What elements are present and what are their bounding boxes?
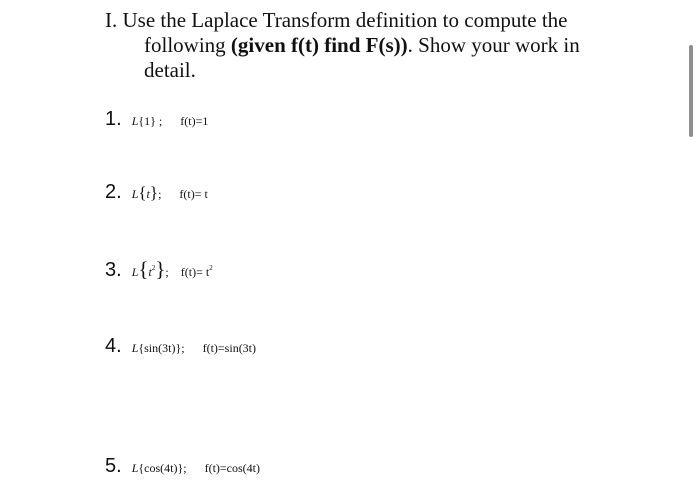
laplace-argument: cos(4t) — [144, 461, 178, 475]
laplace-symbol: L — [131, 114, 139, 128]
function-definition: f(t)=1 — [180, 114, 209, 128]
separator: ; — [183, 461, 187, 475]
laplace-argument: sin(3t) — [144, 341, 176, 355]
close-brace: } — [177, 461, 184, 475]
heading-line-2-post: . Show your work in — [407, 33, 580, 57]
close-brace: } — [155, 257, 166, 281]
function-text: f(t)= t — [180, 265, 210, 279]
problem-item-5 — [105, 455, 260, 481]
open-brace: { — [138, 461, 145, 475]
separator: ; — [158, 187, 162, 201]
problem-number: 2. — [105, 181, 122, 203]
function-definition: f(t)=cos(4t) — [204, 461, 260, 475]
laplace-symbol: L — [131, 265, 139, 279]
separator: ; — [155, 114, 163, 128]
heading-line-1: I. Use the Laplace Transform definition to compute the — [105, 8, 568, 32]
open-brace: { — [138, 341, 145, 355]
function-definition — [181, 265, 213, 279]
function-exponent: 2 — [209, 264, 213, 272]
problem-item-3 — [105, 257, 213, 283]
separator: ; — [165, 265, 169, 279]
laplace-expression — [132, 114, 163, 128]
problem-heading — [105, 8, 585, 83]
heading-line-2-bold: (given f(t) find F(s)) — [230, 33, 408, 57]
close-brace: } — [149, 183, 159, 202]
close-brace: } — [175, 341, 182, 355]
heading-line-3: detail. — [144, 58, 196, 82]
function-definition: f(t)= t — [179, 187, 208, 201]
problem-number: 1. — [105, 108, 122, 130]
laplace-symbol: L — [131, 341, 139, 355]
laplace-argument: t — [148, 265, 152, 279]
problem-number: 4. — [105, 335, 122, 357]
laplace-expression — [132, 461, 187, 475]
laplace-expression — [131, 257, 169, 281]
separator: ; — [181, 341, 185, 355]
close-brace: } — [150, 114, 156, 128]
function-definition: f(t)=sin(3t) — [202, 341, 257, 355]
open-brace: { — [138, 114, 145, 128]
laplace-symbol: L — [131, 187, 139, 201]
laplace-argument: t — [146, 187, 150, 201]
open-brace: { — [138, 183, 147, 202]
open-brace: { — [138, 257, 149, 281]
problem-item-2 — [105, 181, 208, 207]
laplace-expression — [131, 183, 162, 202]
laplace-expression — [132, 341, 185, 355]
argument-exponent: 2 — [151, 264, 156, 272]
laplace-argument: 1 — [144, 114, 151, 128]
problem-item-4 — [105, 335, 256, 361]
vertical-scrollbar[interactable] — [689, 45, 693, 137]
laplace-symbol: L — [131, 461, 139, 475]
problem-item-1 — [105, 108, 208, 134]
heading-line-2 — [105, 33, 585, 58]
problem-number: 3. — [105, 259, 122, 281]
heading-line-2-pre: following — [144, 33, 231, 57]
problem-number: 5. — [105, 455, 122, 477]
